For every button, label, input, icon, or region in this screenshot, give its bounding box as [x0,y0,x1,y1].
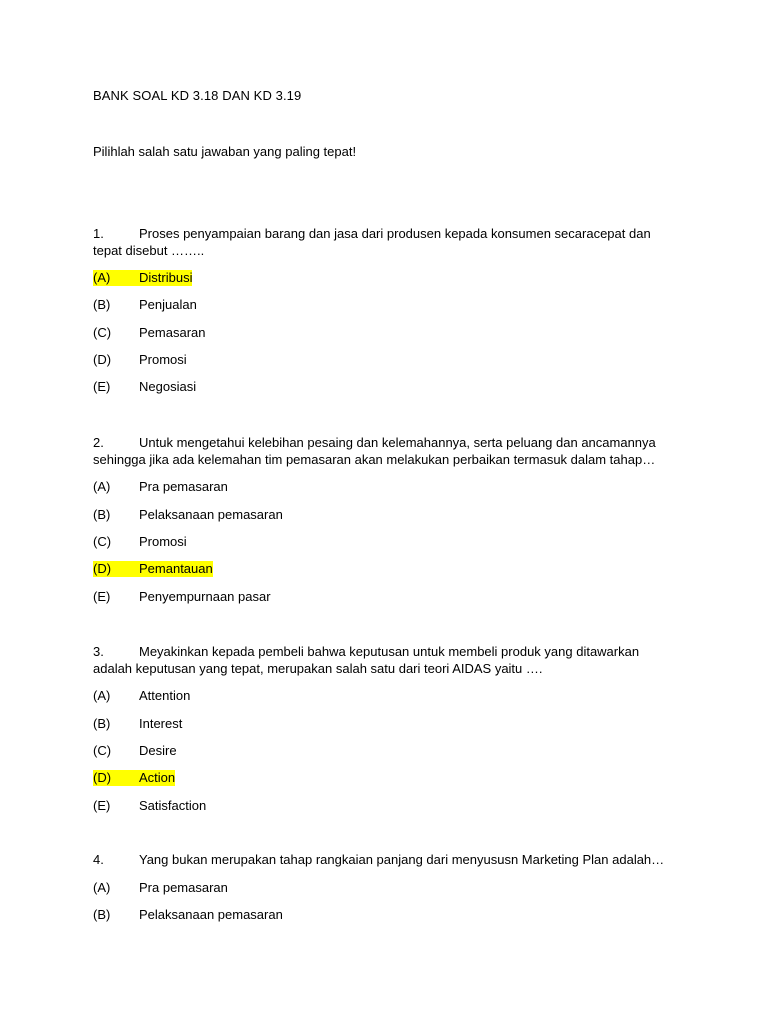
option-text: Distribusi [139,270,193,285]
option-1a-correct [93,270,192,286]
option-2d-correct [93,561,213,577]
question-3 [93,644,639,659]
option-text: Pemantauan [139,561,213,576]
option-text: Pelaksanaan pemasaran [139,507,283,522]
option-text: Attention [139,688,191,703]
option-2e [93,589,271,605]
option-letter: (B) [93,716,111,731]
option-letter: (D) [93,770,112,785]
option-2a [93,479,228,495]
option-text: Action [139,770,176,785]
option-1e [93,379,196,395]
option-text: Desire [139,743,177,758]
option-letter: (D) [93,561,112,576]
option-3b [93,716,182,732]
question-2 [93,435,656,450]
question-text: Proses penyampaian barang dan jasa dari produsen kepada konsumen secaracepat dan [139,226,651,241]
option-text: Pemasaran [139,325,206,340]
question-2-continuation: sehingga jika ada kelemahan tim pemasaran akan melakukan perbaikan termasuk dalam tahap… [93,452,656,467]
option-text: Promosi [139,534,187,549]
question-number: 4. [93,852,104,867]
option-text: Interest [139,716,183,731]
option-2b [93,507,283,523]
option-3c [93,743,177,759]
option-3d-correct [93,770,175,786]
option-4a [93,880,228,896]
option-letter: (B) [93,907,111,922]
question-1 [93,226,651,241]
option-letter: (A) [93,479,111,494]
option-letter: (A) [93,270,111,285]
option-letter: (B) [93,297,111,312]
option-text: Negosiasi [139,379,197,394]
option-2c [93,534,187,550]
option-letter: (A) [93,880,111,895]
option-4b [93,907,283,923]
question-text: Untuk mengetahui kelebihan pesaing dan kelemahannya, serta peluang dan ancamannya [139,435,656,450]
option-3a [93,688,190,704]
option-text: Promosi [139,352,187,367]
option-text: Pra pemasaran [139,479,228,494]
option-text: Satisfaction [139,798,207,813]
option-1d [93,352,187,368]
option-text: Penjualan [139,297,197,312]
option-1b [93,297,197,313]
option-letter: (C) [93,325,112,340]
question-text: Yang bukan merupakan tahap rangkaian panjang dari menyususn Marketing Plan adalah… [139,852,665,867]
question-number: 3. [93,644,104,659]
option-letter: (E) [93,589,111,604]
question-number: 2. [93,435,104,450]
option-letter: (E) [93,379,111,394]
option-letter: (C) [93,534,112,549]
document-title: BANK SOAL KD 3.18 DAN KD 3.19 [93,88,302,103]
question-4 [93,852,664,867]
option-text: Pelaksanaan pemasaran [139,907,283,922]
option-letter: (C) [93,743,112,758]
instruction-text: Pilihlah salah satu jawaban yang paling tepat! [93,144,357,159]
option-text: Pra pemasaran [139,880,228,895]
option-letter: (A) [93,688,111,703]
option-letter: (D) [93,352,112,367]
option-text: Penyempurnaan pasar [139,589,271,604]
question-number: 1. [93,226,104,241]
option-1c [93,325,205,341]
option-letter: (B) [93,507,111,522]
option-3e [93,798,206,814]
option-letter: (E) [93,798,111,813]
question-1-continuation: tepat disebut …….. [93,243,205,258]
question-text: Meyakinkan kepada pembeli bahwa keputusan untuk membeli produk yang ditawarkan [139,644,640,659]
question-3-continuation: adalah keputusan yang tepat, merupakan salah satu dari teori AIDAS yaitu …. [93,661,543,676]
